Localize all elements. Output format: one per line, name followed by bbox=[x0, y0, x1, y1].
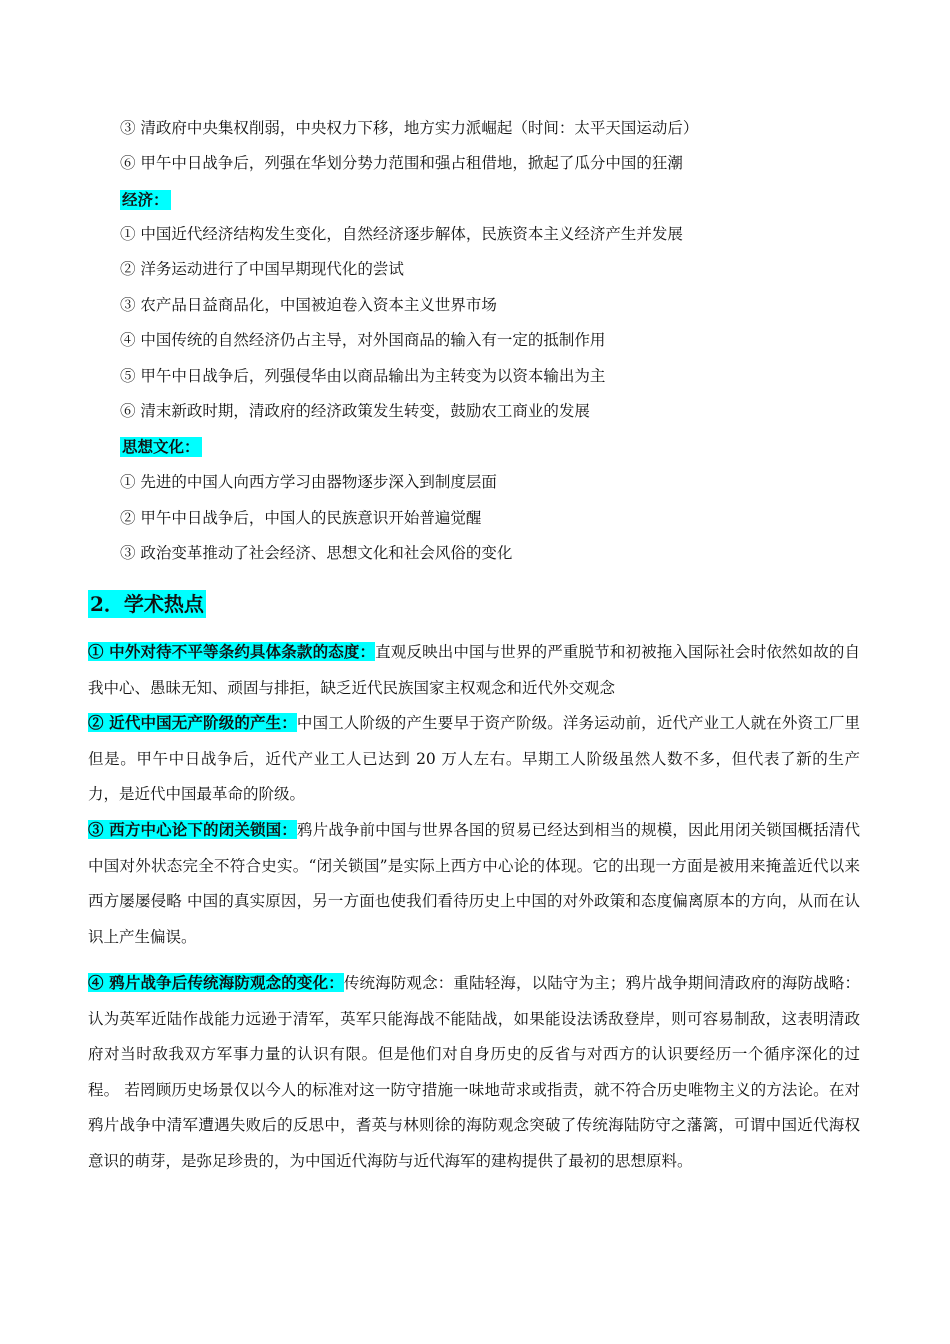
hotspot-paragraph-4 bbox=[88, 965, 860, 1179]
section-title: 2．学术热点 bbox=[90, 592, 204, 616]
hotspot-text-4: 传统海防观念：重陆轻海，以陆守为主；鸦片战争期间清政府的海防战略：认为英军近陆作战能力远逊于清军，英军只能海战不能陆战，如果能设法诱敌登岸，则可容易制敌，这表明清政府对当时敌我双方军事力量的认识有限。但是他们对自身历史的反省与对西方的认识要经历一个循序深化的过程。 若罔顾历史场景仅以今人的标准对这一防守措施一味地苛求或指责，就不符合历史唯物主义的方法论。在对鸦片战争中清军遭遇失败后的反思中，耆英与林则徐的海防观念突破了传统海陆防守之藩篱，可谓中国近代海权意识的萌芽，是弥足珍贵的，为中国近代海防与近代海军的建构提供了最初的思想原料。 bbox=[88, 974, 860, 1170]
economy-item-1: ① 中国近代经济结构发生变化，自然经济逐步解体，民族资本主义经济产生并发展 bbox=[120, 225, 683, 243]
hotspot-label-1: ① 中外对待不平等条约具体条款的态度： bbox=[88, 642, 376, 661]
culture-heading: 思想文化： bbox=[122, 437, 200, 456]
politics-item-3: ③ 清政府中央集权削弱，中央权力下移，地方实力派崛起（时间：太平天国运动后） bbox=[120, 119, 699, 137]
economy-item-3: ③ 农产品日益商品化，中国被迫卷入资本主义世界市场 bbox=[120, 296, 497, 314]
hotspot-text-3: 鸦片战争前中国与世界各国的贸易已经达到相当的规模，因此用闭关锁国概括清代中国对外状态完全不符合史实。“闭关锁国”是实际上西方中心论的体现。它的出现一方面是被用来掩盖近代以来西方屡屡侵略 中国的真实原因，另一方面也使我们看待历史上中国的对外政策和态度偏离原本的方向，从而在认识上产生偏误。 bbox=[88, 821, 860, 946]
hotspot-text-1: 直观反映出中国与世界的严重脱节和初被拖入国际社会时依然如故的自我中心、愚昧无知、顽固与排拒，缺乏近代民族国家主权观念和近代外交观念 bbox=[88, 643, 860, 697]
culture-item-2: ② 甲午中日战争后，中国人的民族意识开始普遍觉醒 bbox=[120, 509, 482, 527]
economy-item-6: ⑥ 清末新政时期，清政府的经济政策发生转变，鼓励农工商业的发展 bbox=[120, 402, 590, 420]
hotspot-label-3: ③ 西方中心论下的闭关锁国： bbox=[88, 820, 297, 839]
hotspot-paragraph-3 bbox=[88, 812, 860, 955]
economy-heading: 经济： bbox=[122, 190, 169, 209]
hotspot-text-2: 中国工人阶级的产生要早于资产阶级。洋务运动前，近代产业工人就在外资工厂里但是。甲午中日战争后，近代产业工人已达到 20 万人左右。早期工人阶级虽然人数不多，但代表了新的生产力，是近代中国最革命的阶级。 bbox=[88, 714, 860, 803]
culture-item-3: ③ 政治变革推动了社会经济、思想文化和社会风俗的变化 bbox=[120, 544, 513, 562]
hotspot-paragraph-1 bbox=[88, 634, 860, 706]
hotspot-paragraph-2 bbox=[88, 705, 860, 813]
hotspot-label-2: ② 近代中国无产阶级的产生： bbox=[88, 713, 297, 732]
economy-item-4: ④ 中国传统的自然经济仍占主导，对外国商品的输入有一定的抵制作用 bbox=[120, 331, 606, 349]
economy-item-2: ② 洋务运动进行了中国早期现代化的尝试 bbox=[120, 260, 404, 278]
culture-item-1: ① 先进的中国人向西方学习由器物逐步深入到制度层面 bbox=[120, 473, 497, 491]
politics-item-6: ⑥ 甲午中日战争后，列强在华划分势力范围和强占租借地，掀起了瓜分中国的狂潮 bbox=[120, 154, 683, 172]
economy-item-5: ⑤ 甲午中日战争后，列强侵华由以商品输出为主转变为以资本输出为主 bbox=[120, 367, 606, 385]
hotspot-label-4: ④ 鸦片战争后传统海防观念的变化： bbox=[88, 973, 344, 992]
